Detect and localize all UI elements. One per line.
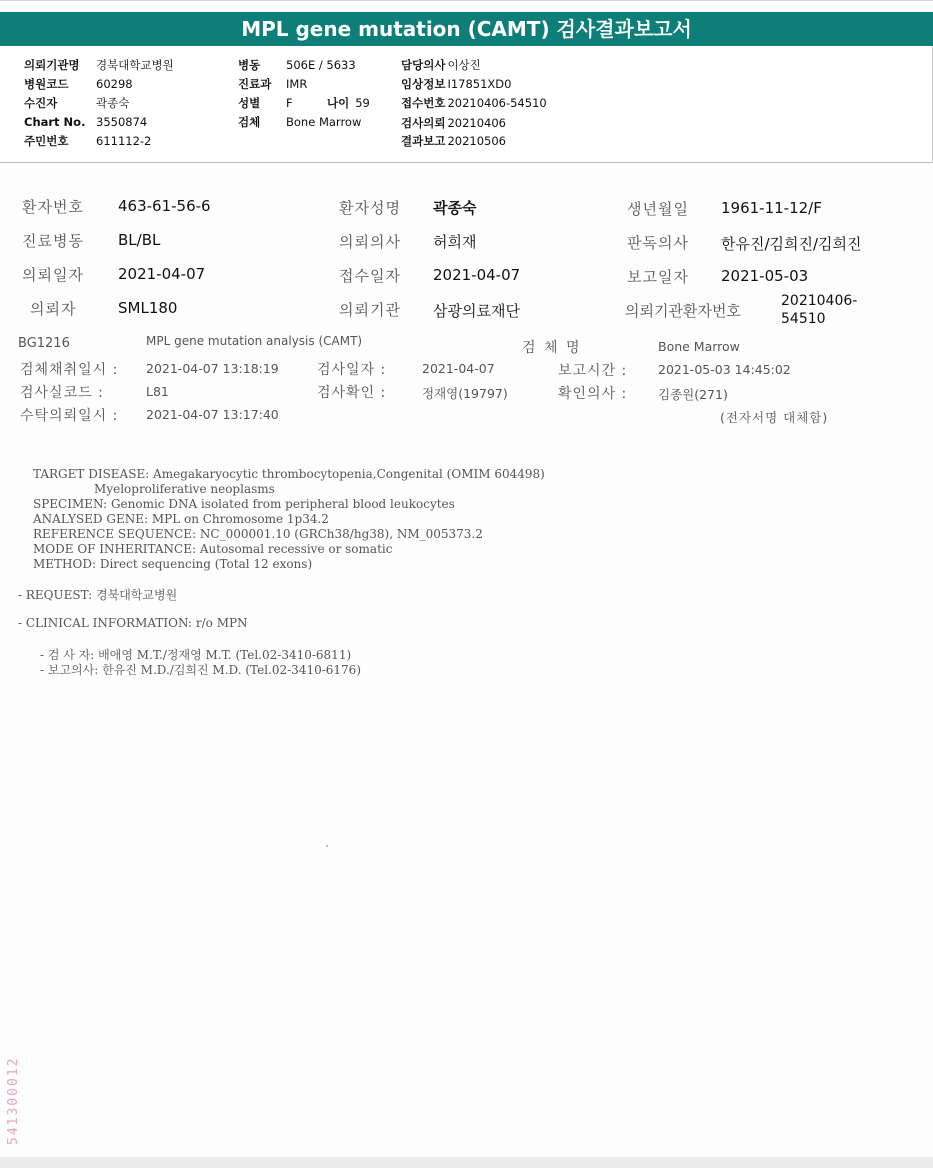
label-test-confirm: 검사확인 : bbox=[317, 385, 387, 401]
value-report-date: 2021-05-03 bbox=[721, 267, 809, 285]
value-patient-name: 곽종숙 bbox=[433, 199, 477, 217]
label-receipt-date: 접수일자 bbox=[339, 267, 401, 285]
report-line: Myeloproliferative neoplasms bbox=[33, 482, 275, 496]
label-report-time: 보고시간 : bbox=[558, 363, 628, 379]
value-request-date: 2021-04-07 bbox=[118, 265, 206, 283]
label-institution-patient-no: 의뢰기관환자번호 bbox=[625, 302, 741, 320]
scan-speck bbox=[326, 845, 328, 847]
label-specimen-name: 검 체 명 bbox=[522, 340, 582, 356]
esign-note: (전자서명 대체함) bbox=[720, 410, 829, 425]
value-referring-doctor: 허희재 bbox=[433, 233, 477, 251]
header-field-receipt-no: 접수번호 20210406-54510 bbox=[401, 96, 547, 110]
header-field-hospital: 의뢰기관명 경북대학교병원 bbox=[24, 58, 174, 72]
label-request-date: 의뢰일자 bbox=[22, 266, 84, 284]
header-field-doctor: 담당의사 이상진 bbox=[401, 58, 481, 72]
header-field-clinical-info: 임상정보 I17851XD0 bbox=[401, 77, 512, 91]
label-birthdate: 생년월일 bbox=[627, 200, 689, 218]
value-test-date: 2021-04-07 bbox=[422, 361, 495, 376]
label-collect-time: 검체채취일시 : bbox=[20, 362, 119, 378]
value-institution-patient-no-1: 20210406- bbox=[781, 293, 858, 309]
label-reading-doctor: 판독의사 bbox=[627, 234, 689, 252]
value-institution-patient-no-2: 54510 bbox=[781, 311, 826, 327]
header-field-patient: 수진자 곽종숙 bbox=[24, 96, 130, 110]
header-field-resident-no: 주민번호 611112-2 bbox=[24, 134, 152, 148]
label-referring-institution: 의뢰기관 bbox=[339, 301, 401, 319]
header-field-hospital-code: 병원코드 60298 bbox=[24, 77, 133, 91]
header-field-age: 나이 59 bbox=[327, 96, 370, 110]
value-specimen-name: Bone Marrow bbox=[658, 339, 740, 354]
header-field-sex: 성별 F bbox=[238, 96, 293, 110]
label-confirm-doctor: 확인의사 : bbox=[558, 386, 628, 402]
header-field-dept: 진료과 IMR bbox=[238, 77, 308, 91]
value-referring-institution: 삼광의료재단 bbox=[433, 302, 520, 320]
label-test-date: 검사일자 : bbox=[317, 362, 387, 378]
report-line: REFERENCE SEQUENCE: NC_000001.10 (GRCh38/hg38), NM_005373.2 bbox=[33, 527, 483, 541]
test-code: BG1216 bbox=[18, 336, 70, 351]
label-lab-code: 검사실코드 : bbox=[20, 385, 104, 401]
vertical-stamp-number: 541300012 bbox=[6, 1056, 21, 1145]
report-title: MPL gene mutation (CAMT) 검사결과보고서 bbox=[0, 12, 933, 46]
test-name: MPL gene mutation analysis (CAMT) bbox=[146, 334, 363, 348]
reporter-line: - 보고의사: 한유진 M.D./김희진 M.D. (Tel.02-3410-6176) bbox=[40, 663, 361, 677]
label-ward: 진료병동 bbox=[22, 232, 84, 250]
report-line: SPECIMEN: Genomic DNA isolated from peripheral blood leukocytes bbox=[33, 497, 455, 511]
report-line: ANALYSED GENE: MPL on Chromosome 1p34.2 bbox=[33, 512, 329, 526]
value-lab-code: L81 bbox=[146, 384, 169, 399]
label-referring-doctor: 의뢰의사 bbox=[339, 233, 401, 251]
header-field-request-date: 검사의뢰 20210406 bbox=[401, 116, 506, 130]
header-field-chart-no: Chart No. 3550874 bbox=[24, 115, 148, 129]
value-consign-time: 2021-04-07 13:17:40 bbox=[146, 407, 279, 422]
report-line: TARGET DISEASE: Amegakaryocytic thrombocytopenia,Congenital (OMIM 604498) bbox=[33, 467, 545, 481]
value-collect-time: 2021-04-07 13:18:19 bbox=[146, 361, 279, 376]
value-test-confirm: 정재영(19797) bbox=[422, 386, 508, 401]
label-requester: 의뢰자 bbox=[30, 300, 77, 318]
report-line: MODE OF INHERITANCE: Autosomal recessive or somatic bbox=[33, 542, 393, 556]
clinical-info-line: - CLINICAL INFORMATION: r/o MPN bbox=[18, 616, 248, 630]
value-receipt-date: 2021-04-07 bbox=[433, 266, 521, 284]
value-reading-doctor: 한유진/김희진/김희진 bbox=[721, 235, 862, 253]
tester-line: - 검 사 자: 배애영 M.T./정재영 M.T. (Tel.02-3410-6811) bbox=[40, 648, 352, 662]
header-field-specimen: 검체 Bone Marrow bbox=[238, 115, 362, 129]
value-patient-no: 463-61-56-6 bbox=[118, 197, 211, 215]
report-line: METHOD: Direct sequencing (Total 12 exons) bbox=[33, 557, 313, 571]
header-info bbox=[0, 46, 933, 163]
value-ward: BL/BL bbox=[118, 231, 161, 249]
label-patient-no: 환자번호 bbox=[22, 198, 84, 216]
value-requester: SML180 bbox=[118, 299, 178, 317]
label-consign-time: 수탁의뢰일시 : bbox=[20, 408, 119, 424]
bottom-band bbox=[0, 1157, 933, 1168]
header-field-ward: 병동 506E / 5633 bbox=[238, 58, 356, 72]
label-patient-name: 환자성명 bbox=[339, 199, 401, 217]
value-report-time: 2021-05-03 14:45:02 bbox=[658, 362, 791, 377]
label-report-date: 보고일자 bbox=[627, 268, 689, 286]
request-line: - REQUEST: 경북대학교병원 bbox=[18, 588, 178, 602]
value-birthdate: 1961-11-12/F bbox=[721, 199, 822, 217]
value-confirm-doctor: 김종원(271) bbox=[658, 387, 728, 402]
header-field-report-date: 결과보고 20210506 bbox=[401, 134, 506, 148]
